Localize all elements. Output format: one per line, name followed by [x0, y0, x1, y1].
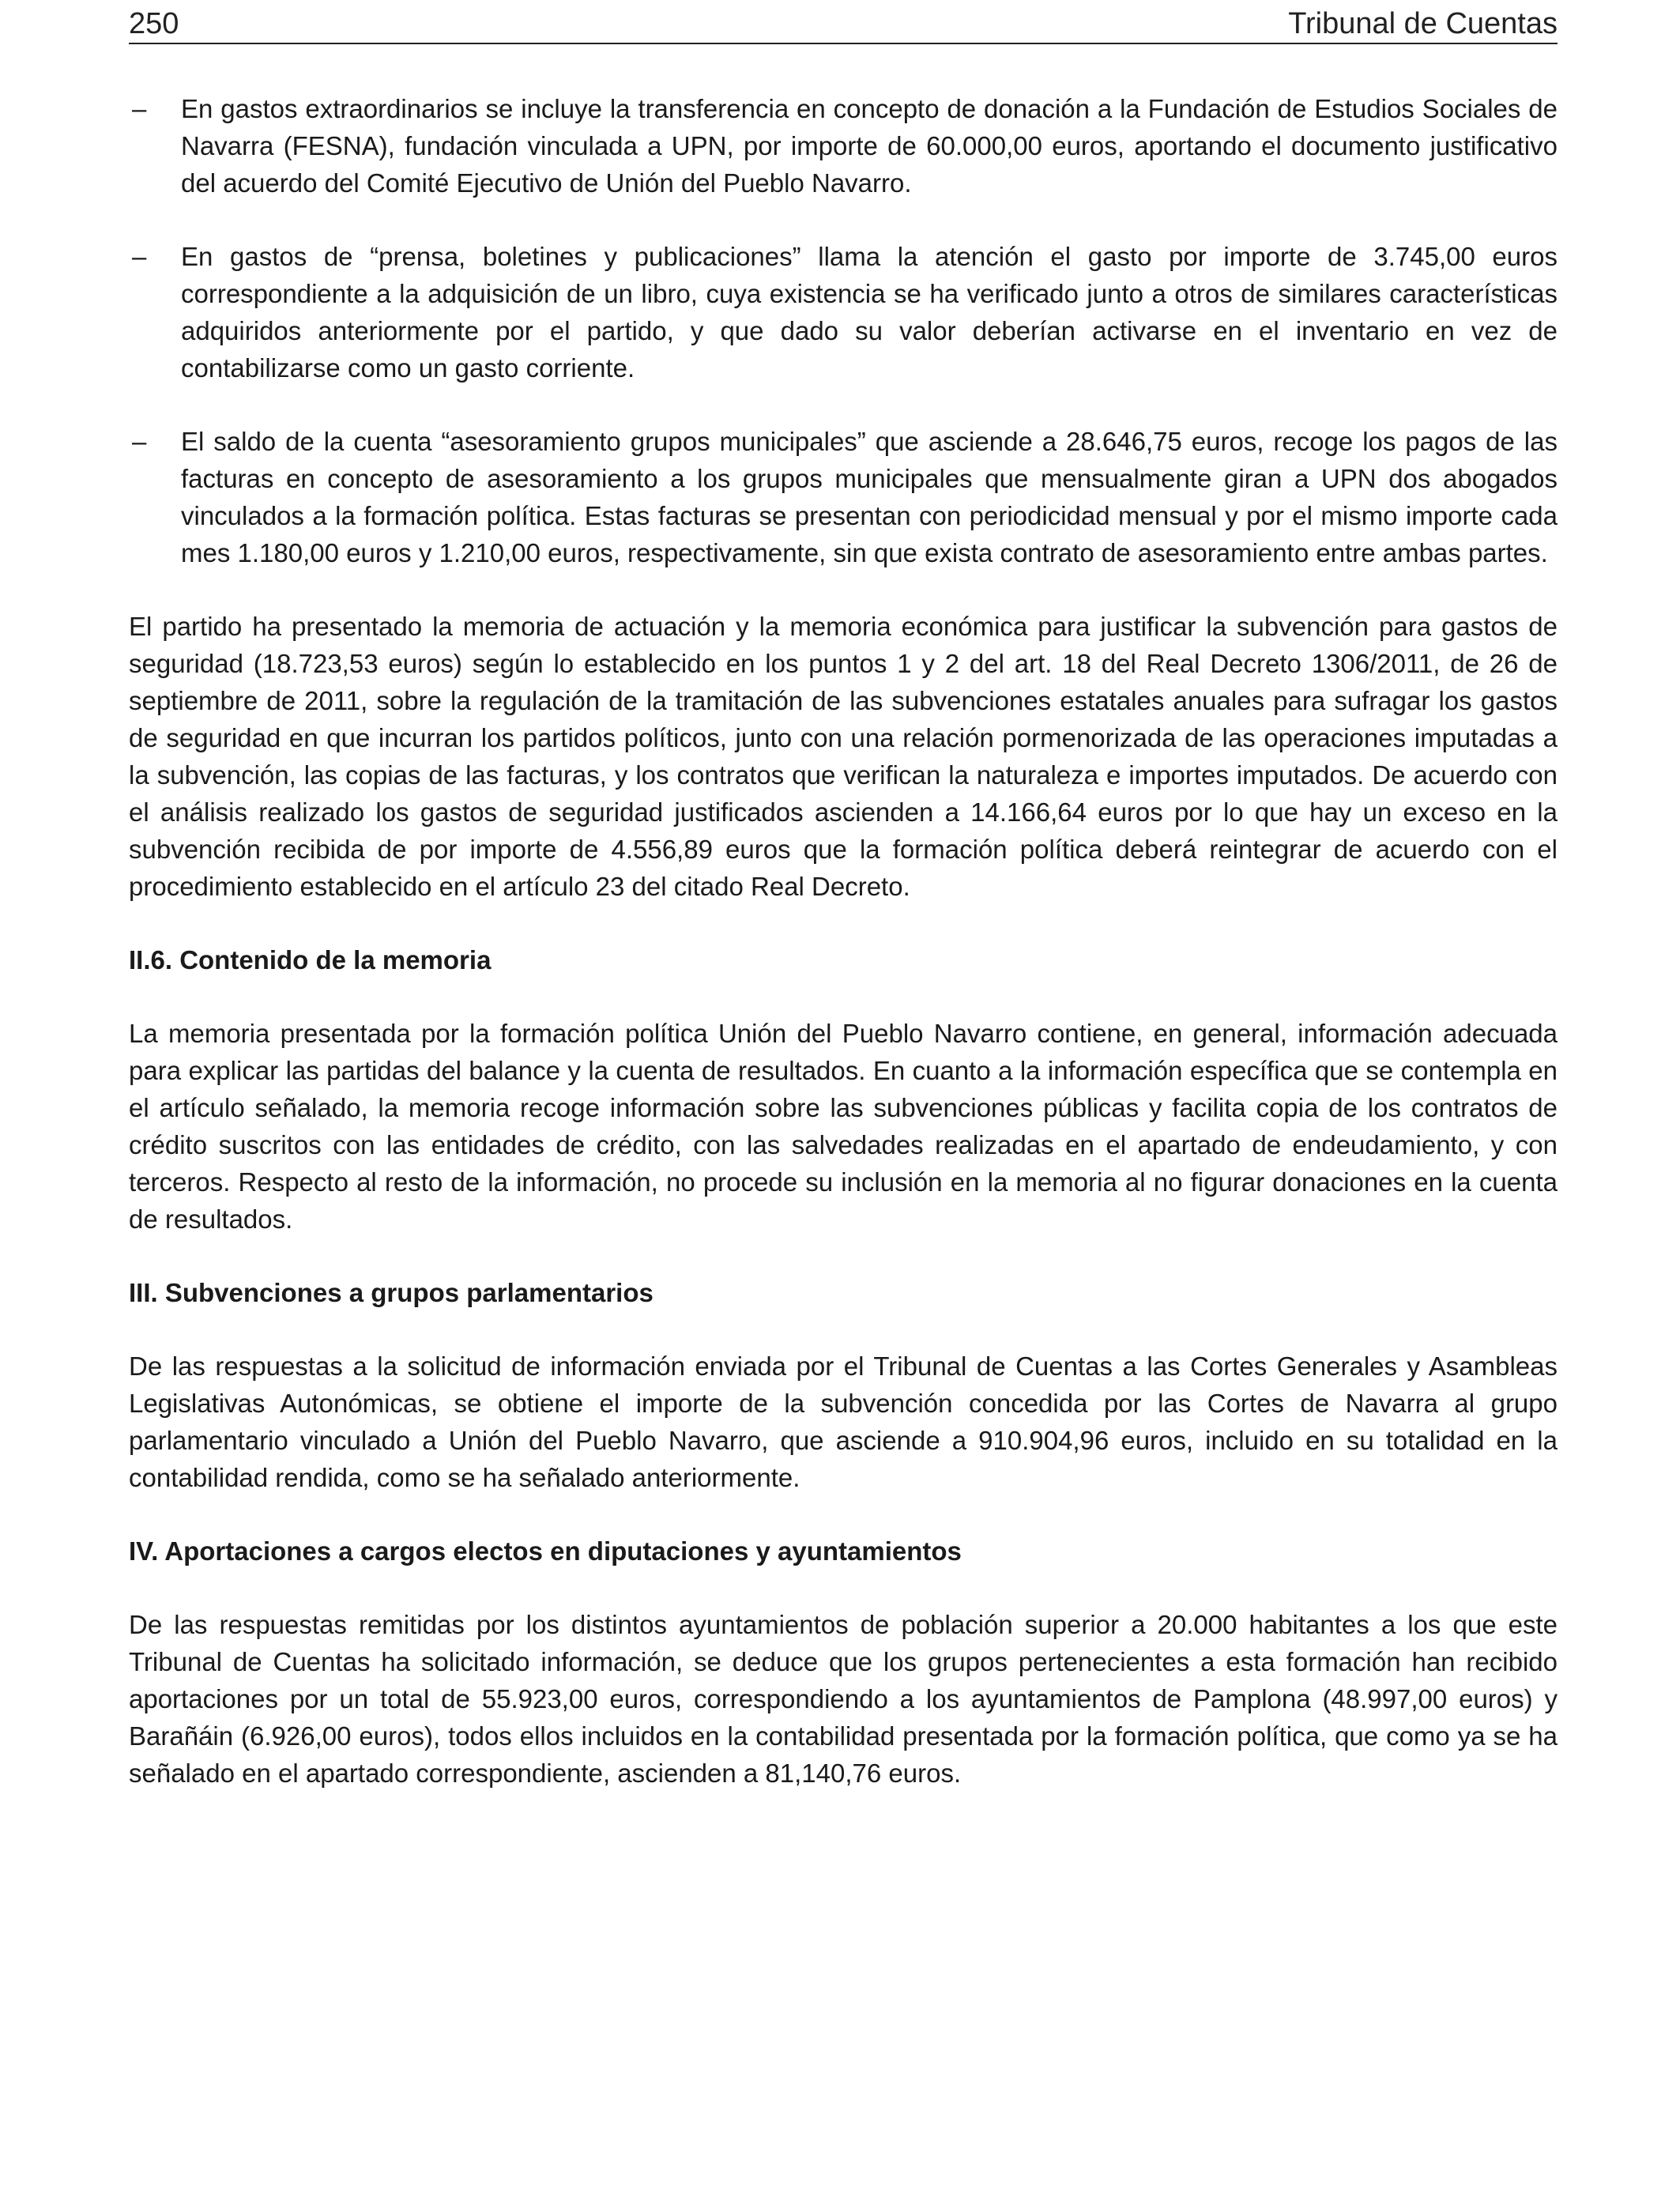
- page-header: [129, 5, 1558, 44]
- running-title: Tribunal de Cuentas: [1288, 7, 1558, 40]
- list-item-text: El saldo de la cuenta “asesoramiento grupos municipales” que asciende a 28.646,75 euros, recoge los pagos de las facturas en concepto de asesoramiento a los grupos municipales que mensualmente giran a UPN dos abogados vinculados a la formación política. Estas facturas se presentan con periodicidad mensual y por el mismo importe cada mes 1.180,00 euros y 1.210,00 euros, respectivamente, sin que exista contrato de asesoramiento entre ambas partes.: [181, 427, 1558, 567]
- paragraph-subvenciones: De las respuestas a la solicitud de información enviada por el Tribunal de Cuentas a las Cortes Generales y Asambleas Legislativas Autonómicas, se obtiene el importe de la subvención concedida por las Cortes de Navarra al grupo parlamentario vinculado a Unión del Pueblo Navarro, que asciende a 910.904,96 euros, incluido en su totalidad en la contabilidad rendida, como se ha señalado anteriormente.: [129, 1351, 1558, 1492]
- dash-marker: –: [132, 427, 147, 456]
- list-item-text: En gastos de “prensa, boletines y publicaciones” llama la atención el gasto por importe de 3.745,00 euros correspondiente a la adquisición de un libro, cuya existencia se ha verificado junto a otros de similares características adquiridos anteriormente por el partido, y que dado su valor deberían activarse en el inventario en vez de contabilizarse como un gasto corriente.: [181, 242, 1558, 383]
- paragraph-memoria: La memoria presentada por la formación política Unión del Pueblo Navarro contiene, en general, información adecuada para explicar las partidas del balance y la cuenta de resultados. En cuanto a la información específica que se contempla en el artículo señalado, la memoria recoge información sobre las subvenciones públicas y facilita copia de los contratos de crédito suscritos con las entidades de crédito, con las salvedades realizadas en el apartado de endeudamiento, y con terceros. Respecto al resto de la información, no procede su inclusión en la memoria al no figurar donaciones en la cuenta de resultados.: [129, 1019, 1558, 1234]
- list-item-text: En gastos extraordinarios se incluye la transferencia en concepto de donación a la Fundación de Estudios Sociales de Navarra (FESNA), fundación vinculada a UPN, por importe de 60.000,00 euros, aportando el documento justificativo del acuerdo del Comité Ejecutivo de Unión del Pueblo Navarro.: [181, 94, 1558, 198]
- dash-marker: –: [132, 94, 147, 123]
- paragraph-seguridad: El partido ha presentado la memoria de actuación y la memoria económica para justificar la subvención para gastos de seguridad (18.723,53 euros) según lo establecido en los puntos 1 y 2 del art. 18 del Real Decreto 1306/2011, de 26 de septiembre de 2011, sobre la regulación de la tramitación de las subvenciones estatales anuales para sufragar los gastos de seguridad en que incurran los partidos políticos, junto con una relación pormenorizada de las operaciones imputadas a la subvención, las copias de las facturas, y los contratos que verifican la naturaleza e importes imputados. De acuerdo con el análisis realizado los gastos de seguridad justificados ascienden a 14.166,64 euros por lo que hay un exceso en la subvención recibida de por importe de 4.556,89 euros que la formación política deberá reintegrar de acuerdo con el procedimiento establecido en el artículo 23 del citado Real Decreto.: [129, 612, 1558, 901]
- section-heading-subvenciones: III. Subvenciones a grupos parlamentarios: [129, 1278, 654, 1307]
- page-number: 250: [129, 7, 179, 40]
- list-item: [129, 238, 1558, 386]
- list-item: [129, 423, 1558, 571]
- paragraph-aportaciones: De las respuestas remitidas por los distintos ayuntamientos de población superior a 20.000 habitantes a los que este Tribunal de Cuentas ha solicitado información, se deduce que los grupos pertenecientes a esta formación han recibido aportaciones por un total de 55.923,00 euros, correspondiendo a los ayuntamientos de Pamplona (48.997,00 euros) y Barañáin (6.926,00 euros), todos ellos incluidos en la contabilidad presentada por la formación política, que como ya se ha señalado en el apartado correspondiente, ascienden a 81,140,76 euros.: [129, 1610, 1558, 1788]
- page-content: [129, 90, 1558, 1828]
- section-heading-aportaciones: IV. Aportaciones a cargos electos en diputaciones y ayuntamientos: [129, 1536, 962, 1566]
- dash-marker: –: [132, 242, 147, 271]
- section-heading-memoria: II.6. Contenido de la memoria: [129, 945, 492, 974]
- list-item: [129, 90, 1558, 202]
